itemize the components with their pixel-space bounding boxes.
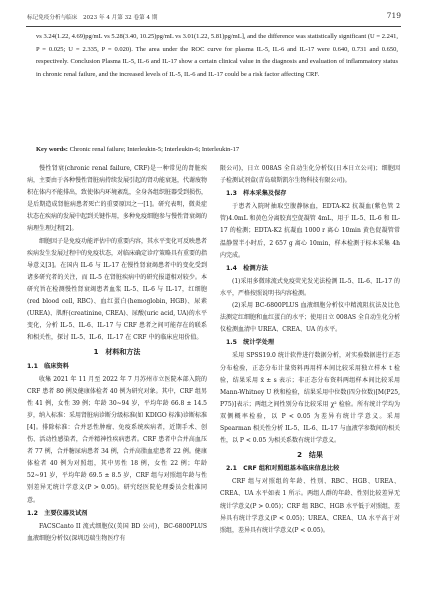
paragraph-sample-collection: 于患者入院时抽取空腹静脉血，EDTA-K2 抗凝血(紫色管 2 管)4.0mL 和黄色分离胶真空促凝管 4mL，用于 IL-5、IL-6 和 IL-17 的检测；EDTA-K2 抗凝血 1000 r 离心 10min 黄色促凝管常温静置半小时后，2 657 g 离心 10min，样本检测于标本采集 4h 内完成。 [220,203,400,259]
keywords-text: Chronic renal failure; Interleukin-5; Interleukin-6; Interleukin-17 [69,146,240,153]
subsection-baseline-comparison: 2.1 CRF 组和对照组基本临床信息比较 [226,465,340,473]
paragraph-instruments-continued: 限公司)，日立 008AS 全自动生化分析仪(日本日立公司)；细胞因子检测试剂盒(青岛瑞斯凯尔生物科技有限公司)。 [220,165,400,185]
section-heading-results: 2 结果 [297,451,323,460]
paragraph-detection-method-2: (2)采用 BC-6800PLUS 血液细胞分析仪中精流阻抗法及比色法测定红细胞和血红蛋白的水平；使用日立 008AS 全自动生化分析仪检测血清中 UREA、CREA、UA 的水平。 [220,302,400,334]
english-abstract-continued: vs 3.24(1.22, 4.69)pg/mL vs 5.28(3.40, 10.25)pg/mL vs 3.01(1.22, 5.81)pg/mL], and the difference was statistically significant (U = 2.241, P = 0.025; U = 2.335, P = 0.020). The area under the ROC curve for plasma IL-5, IL-6 and IL-17 were 0.640, 0.731 and 0.650, respectively. Conclusion Plasma IL-5, IL-6 and IL-17 show a certain clinical value in the diagnosis and evaluation of inflammatory status in chronic renal failure, and the increased levels of IL-5, IL-6 and IL-17 could be a risk factor affecting CRF. [36,33,398,78]
paragraph-statistics: 采用 SPSS19.0 统计软件进行数据分析，对实验数据进行正态分布检验，正态分布计量资料再用样本间比较采用独立样本 t 检验，结果采用 x̄ ± s 表示；非正态分布资料两组样本间比较采用 Mann-Whitney U 秩和检验，结果采用中位数(四分位数)[M(P25, P75)]表示；两组之间性别分布比较采用 χ² 检验。所有统计学均为双侧概率检验，以 P < 0.05 为差异有统计学意义。采用 Spearman 相关性分析 IL-5、IL-6、IL-17 与血液学参数间的相关性，以 P < 0.05 为相关系数有统计学意义。 [220,352,400,445]
subsection-detection-methods: 1.4 检测方法 [226,264,268,272]
intro-paragraph-2: 细胞因子是免疫功能评估中的重要内容，其水平变化可反映患者疾病发生发展过程中的免疫状态，对临床确定诊疗策略具有重要的指导意义[3]。在国内 IL-6 与 IL-17 在慢性肾衰竭患者中的变化受到诸多研究者的关注，而 IL-5 在肾脏疾病中的研究报道相对较少。本研究旨在检测慢性肾衰竭患者血浆 IL-5、IL-6 与 IL-17，红细胞(red blood cell, RBC)、血红蛋白(hemoglobin, HGB)、尿素(UREA)、肌酐(creatinine, CREA)、尿酸(uric acid, UA)的水平变化，分析 IL-5、IL-6、IL-17 与 CRF 患者之间可能存在的联系和相关性，探讨 IL-5、IL-6、IL-17 在 CRF 中的临床应用价值。 [27,237,208,342]
keywords [36,145,398,155]
keywords-label: Key words: [36,146,68,153]
intro-paragraph-1: 慢性肾衰(chronic renal failure, CRF)是一种常见的肾脏疾病，主要由于各种慢性肾脏病持续发展引起的肾功能衰退，代谢废物积在体内不能排出，致使体内环境紊乱，全身各组织脏器受到损伤，是后期造成肾脏病患者死亡的重要原因之一[1]。研究表明，微炎症状态在疾病的发展中起到关键作用，多种免疫细胞参与慢性肾衰竭的病理生理过程[2]。 [27,165,208,233]
left-column [27,163,207,545]
paragraph-baseline-comparison: CRF 组与对照组的年龄、性别、RBC、HGB、UREA、CREA、UA 水平如表 1 所示。两组人群的年龄、性别比较差异无统计学意义(P > 0.05)；CRF 组 RBC、HGB 水平低于对照组，差异具有统计学意义(P < 0.05)；UREA、CREA、UA 水平高于对照组，差异具有统计学意义(P < 0.05)。 [220,478,400,534]
section-heading-materials-methods: 1 材料和方法 [93,348,141,357]
subsection-instruments-reagents: 1.2 主要仪器及试剂 [27,509,88,517]
paragraph-instruments: FACSCanto II 流式细胞仪(美国 BD 公司)，BC-6800PLUS 血液细胞分析仪(深圳迈瑞生物医疗有 [27,522,207,542]
subsection-statistics: 1.5 统计学处理 [226,339,275,347]
header-rule [26,26,401,27]
page-number: 719 [386,11,401,20]
right-column [220,163,400,537]
paragraph-clinical-data: 收集 2021 年 11 月至 2022 年 7 月苏州市立医院本部入院的 CRF 患者 80 例及健康体检者 40 例为研究对象。其中，CRF 组男性 41 例，女性 39 例；年龄 30~94 岁，平均年龄 66.8 ± 14.5 岁，纳入标准：采用肾脏病诊断分级标准(如 KDIGO 标准)诊断标准[4]。排除标准：合并恶性肿瘤、免疫系统疾病者，近期手术、创伤、活动性感染者，合并精神性疾病患者。CRF 患者中合并高血压者 77 例，合并糖尿病患者 34 例，合并高脂血症患者 22 例。健康体检者 40 例为对照组，其中男性 18 例，女性 22 例；年龄 52~91 岁，平均年龄 69.5 ± 8.5 岁，CRF 组与对照组年龄与性别差异无统计学意义(P > 0.05)。研究经医院伦理委员会批准同意。 [27,375,207,504]
subsection-sample-collection: 1.3 样本采集及保存 [226,190,287,198]
running-header-journal: 标记免疫分析与临床 2023 年 4 月第 32 卷第 4 期 [27,15,158,21]
paragraph-detection-method-1: (1)采用多微球流式免疫荧光发光法检测 IL-5、IL-6、IL-17 的水平，严格按照说明书内容检测。 [220,277,400,297]
subsection-clinical-data: 1.1 临床资料 [27,362,69,370]
